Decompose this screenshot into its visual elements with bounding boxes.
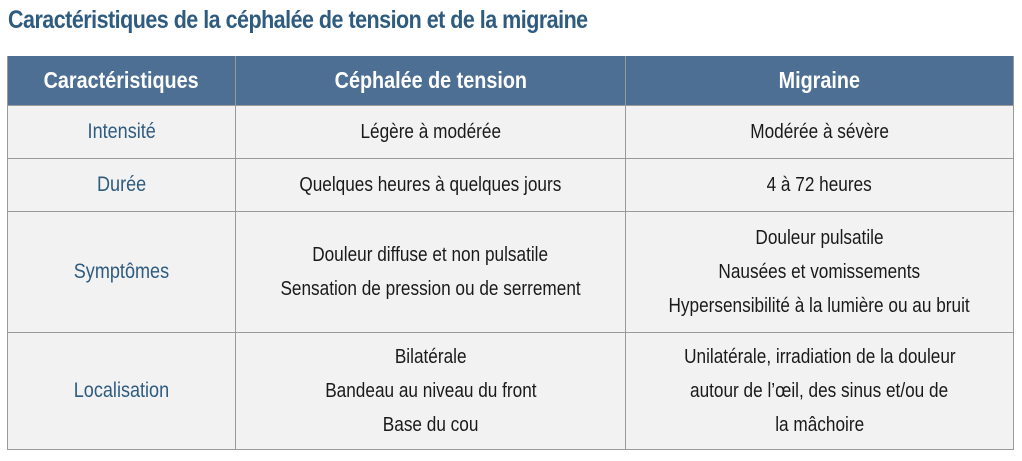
cell-line: Bilatérale <box>394 346 467 368</box>
cell-line: autour de l’œil, des sinus et/ou de <box>690 380 949 402</box>
row-label-location: Localisation <box>8 333 236 450</box>
cell-migraine-intensity: Modérée à sévère <box>626 106 1014 159</box>
comparison-table <box>7 56 1014 450</box>
cell-line: la mâchoire <box>775 414 864 436</box>
cell-migraine-duration: 4 à 72 heures <box>626 159 1014 212</box>
column-header-migraine: Migraine <box>626 56 1014 106</box>
column-header-characteristics: Caractéristiques <box>8 56 236 106</box>
row-label-duration: Durée <box>8 159 236 212</box>
cell-line: Sensation de pression ou de serrement <box>280 278 581 300</box>
row-label-intensity: Intensité <box>8 106 236 159</box>
cell-tension-location <box>236 333 626 450</box>
cell-line: Hypersensibilité à la lumière ou au bruit <box>668 295 971 317</box>
cell-migraine-symptoms <box>626 212 1014 333</box>
table-row-symptoms <box>8 212 1014 333</box>
cell-line: Nausées et vomissements <box>718 261 921 283</box>
table-row-duration <box>8 159 1014 212</box>
table-row-intensity <box>8 106 1014 159</box>
cell-tension-intensity: Légère à modérée <box>236 106 626 159</box>
table-header-row <box>8 56 1014 106</box>
cell-tension-duration: Quelques heures à quelques jours <box>236 159 626 212</box>
column-header-tension-headache: Céphalée de tension <box>236 56 626 106</box>
table-row-location <box>8 333 1014 450</box>
cell-migraine-location <box>626 333 1014 450</box>
row-label-symptoms: Symptômes <box>8 212 236 333</box>
cell-tension-symptoms <box>236 212 626 333</box>
page-title: Caractéristiques de la céphalée de tension et de la migraine <box>8 6 588 34</box>
cell-line: Unilatérale, irradiation de la douleur <box>683 346 956 368</box>
cell-line: Base du cou <box>382 414 479 436</box>
cell-line: Douleur diffuse et non pulsatile <box>312 244 549 266</box>
cell-line: Bandeau au niveau du front <box>324 380 537 402</box>
cell-line: Douleur pulsatile <box>755 227 884 249</box>
